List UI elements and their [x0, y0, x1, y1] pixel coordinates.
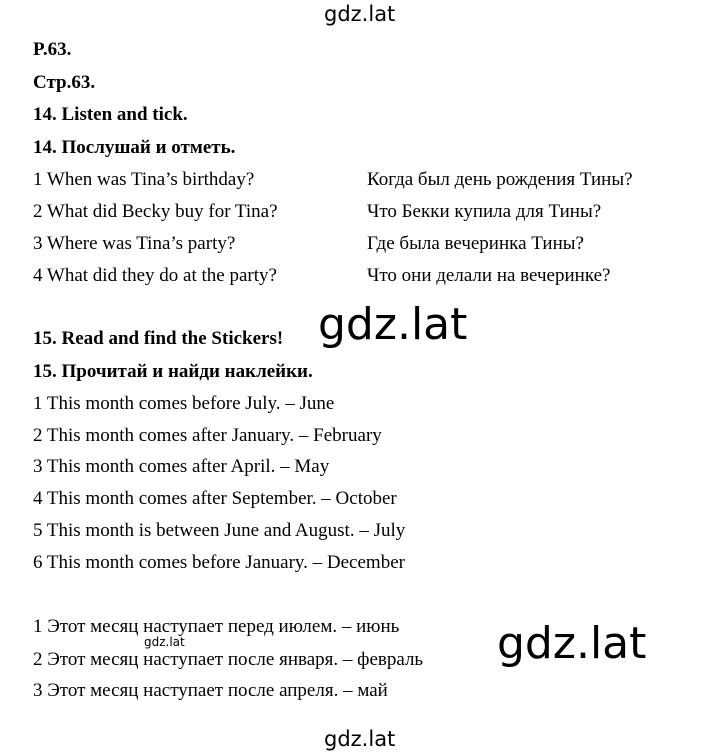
- page-number-ru: Стр.63.: [33, 72, 96, 93]
- page-number-en: P.63.: [33, 39, 72, 60]
- question-ru: Когда был день рождения Тины?: [367, 169, 633, 190]
- question-en: 4 What did they do at the party?: [33, 265, 277, 286]
- question-en: 1 When was Tina’s birthday?: [33, 169, 255, 190]
- watermark-middle: gdz.lat: [318, 299, 468, 350]
- answer-ru: 3 Этот месяц наступает после апреля. – май: [33, 680, 388, 701]
- answer-en: 6 This month comes before January. – December: [33, 552, 405, 573]
- watermark-bottom: gdz.lat: [324, 727, 396, 751]
- question-en: 2 What did Becky buy for Tina?: [33, 201, 278, 222]
- answer-en: 5 This month is between June and August. – July: [33, 520, 406, 541]
- answer-en: 4 This month comes after September. – October: [33, 488, 397, 509]
- watermark-top: gdz.lat: [324, 2, 396, 26]
- watermark-right: gdz.lat: [497, 618, 647, 669]
- exercise-15-title-en: 15. Read and find the Stickers!: [33, 328, 284, 349]
- answer-ru: 1 Этот месяц наступает перед июлем. – июнь: [33, 616, 400, 637]
- answer-en: 2 This month comes after January. – February: [33, 425, 382, 446]
- exercise-14-title-en: 14. Listen and tick.: [33, 104, 188, 125]
- answer-ru: 2 Этот месяц наступает после января. – февраль: [33, 649, 424, 670]
- question-en: 3 Where was Tina’s party?: [33, 233, 236, 254]
- exercise-15-title-ru: 15. Прочитай и найди наклейки.: [33, 361, 313, 382]
- exercise-14-title-ru: 14. Послушай и отметь.: [33, 137, 236, 158]
- answer-en: 1 This month comes before July. – June: [33, 393, 335, 414]
- question-ru: Где была вечеринка Тины?: [367, 233, 584, 254]
- watermark-small: gdz.lat: [144, 635, 185, 649]
- answer-en: 3 This month comes after April. – May: [33, 456, 330, 477]
- question-ru: Что они делали на вечеринке?: [367, 265, 611, 286]
- question-ru: Что Бекки купила для Тины?: [367, 201, 602, 222]
